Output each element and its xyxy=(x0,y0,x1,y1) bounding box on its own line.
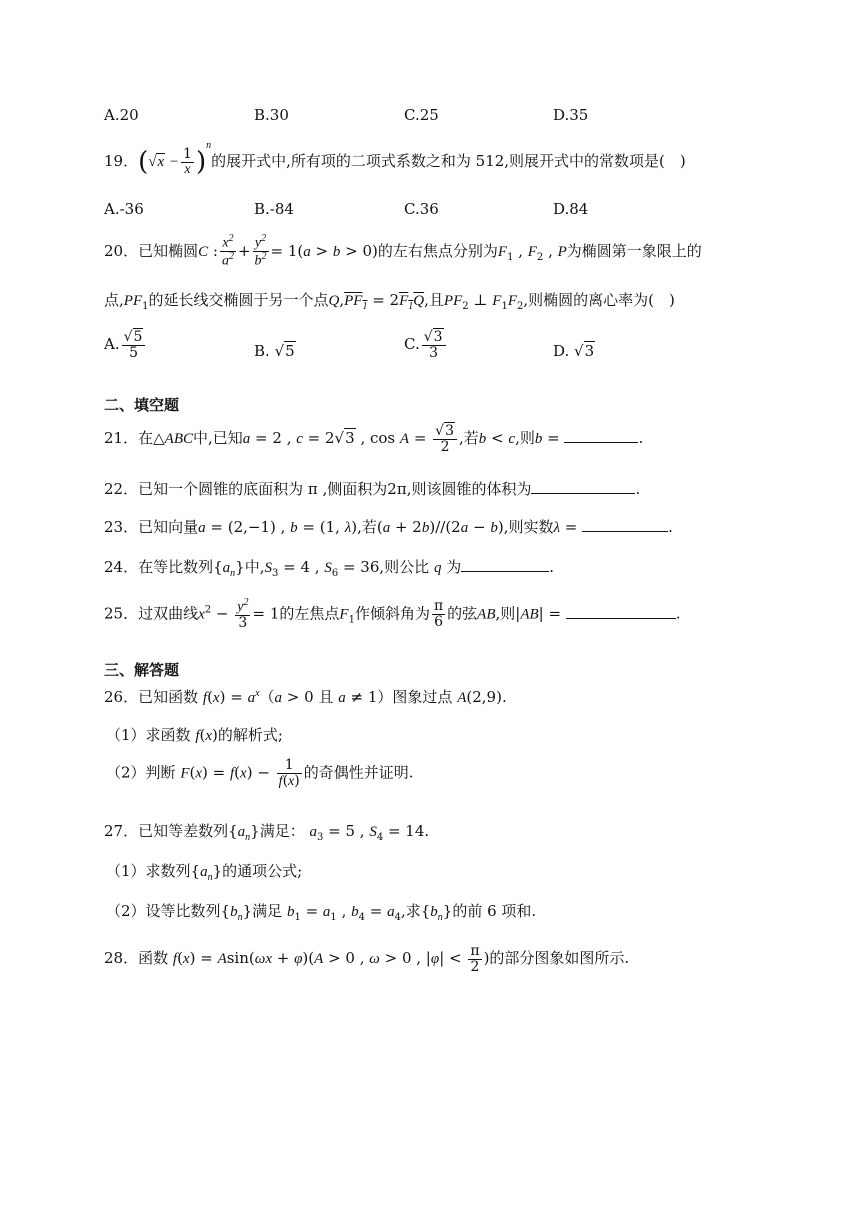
q26-stem: 26．已知函数 $f(x) = a^x(a > 0$ 且 a ≠ 1）图象过点 A(2,9). xyxy=(104,688,507,706)
q19-option-b: B.-84 xyxy=(254,200,294,218)
q21-stem: 21．在△ABC中,已知a = 2 , c = 2√3 , cos A = $\frac{√3}{2}$ ,若b < c,则b = . xyxy=(104,423,644,455)
q27-part1: （1）求数列$\{a_n\}$的通项公式; xyxy=(106,862,303,883)
q18-option-c: C.25 xyxy=(404,106,439,124)
q25-answer-blank xyxy=(566,617,676,619)
q25-stem: 25．过双曲线$x^2$ − $\frac{y^2}{3}$ = 1的左焦点$F_1$作倾斜角为 $\frac{\pi}{6}$ 的弦AB,则|AB| = . xyxy=(104,597,681,632)
q26-part2: （2）判断 F(x) = f(x) − $\frac{1}{f(x)}$ 的奇偶性并证明. xyxy=(106,757,414,789)
q18-option-b: B.30 xyxy=(254,106,289,124)
q27-stem: 27．已知等差数列$\{a_n\}$满足： $a_3 = 5$ , $S_4 = 14$. xyxy=(104,822,430,843)
q24-stem: 24．在等比数列$\{a_n\}$中$,S_3 = 4$ , $S_6 = 36$,则公比 q 为 . xyxy=(104,558,555,579)
q21-answer-blank xyxy=(564,441,638,443)
section-fill-in-title: 二、填空题 xyxy=(104,396,180,414)
q19-option-d: D.84 xyxy=(553,200,589,218)
q19-stem: 19．(√x − $\frac{1}{x}$ )$^n$的展开式中,所有项的二项式系数之和为 512,则展开式中的常数项是( ) xyxy=(104,140,686,177)
q23-answer-blank xyxy=(582,530,668,532)
q24-answer-blank xyxy=(461,570,549,572)
q19-option-a: A.-36 xyxy=(104,200,144,218)
q20-option-b: B. √5 xyxy=(254,342,295,360)
q28-stem: 28．函数 f(x) = Asin(ωx + φ)(A > 0 , ω > 0 , |φ| < $\frac{\pi}{2}$ )的部分图象如图所示. xyxy=(104,943,630,975)
q26-part1: （1）求函数 f(x)的解析式; xyxy=(106,726,283,744)
q22-answer-blank xyxy=(531,492,635,494)
q23-stem: 23．已知向量a = (2,−1) , b = (1, λ),若(a + 2b)//(2a − b),则实数λ = . xyxy=(104,518,673,536)
q20-stem-line2: 点$,PF_1$的延长线交椭圆于另一个点$Q,PF_1 = 2F_1Q$,且$PF_2$ ⊥ $F_1F_2$,则椭圆的离心率为( ) xyxy=(104,291,675,312)
q27-part2: （2）设等比数列$\{b_n\}$满足 $b_1 = a_1$ , $b_4 = a_4$,求$\{b_n\}$的前 6 项和. xyxy=(106,902,537,923)
q20-option-a: A. $\frac{√5}{5}$ xyxy=(104,330,147,360)
q20-stem-line1: 20．已知椭圆C : $\frac{x^2}{a^2}$ + $\frac{y^2}{b^2}$ = 1(a > b > 0)的左右焦点分别为$F_1$ , $F_2$ , P为椭圆第一象限上的 xyxy=(104,233,702,269)
section-solution-title: 三、解答题 xyxy=(104,661,180,679)
q18-option-a: A.20 xyxy=(104,106,139,124)
q19-option-c: C.36 xyxy=(404,200,439,218)
q18-option-d: D.35 xyxy=(553,106,589,124)
q20-option-c: C. $\frac{√3}{3}$ xyxy=(404,330,448,360)
q22-stem: 22．已知一个圆锥的底面积为 π ,侧面积为2π,则该圆锥的体积为 . xyxy=(104,480,641,498)
q20-option-d: D. √3 xyxy=(553,342,595,360)
